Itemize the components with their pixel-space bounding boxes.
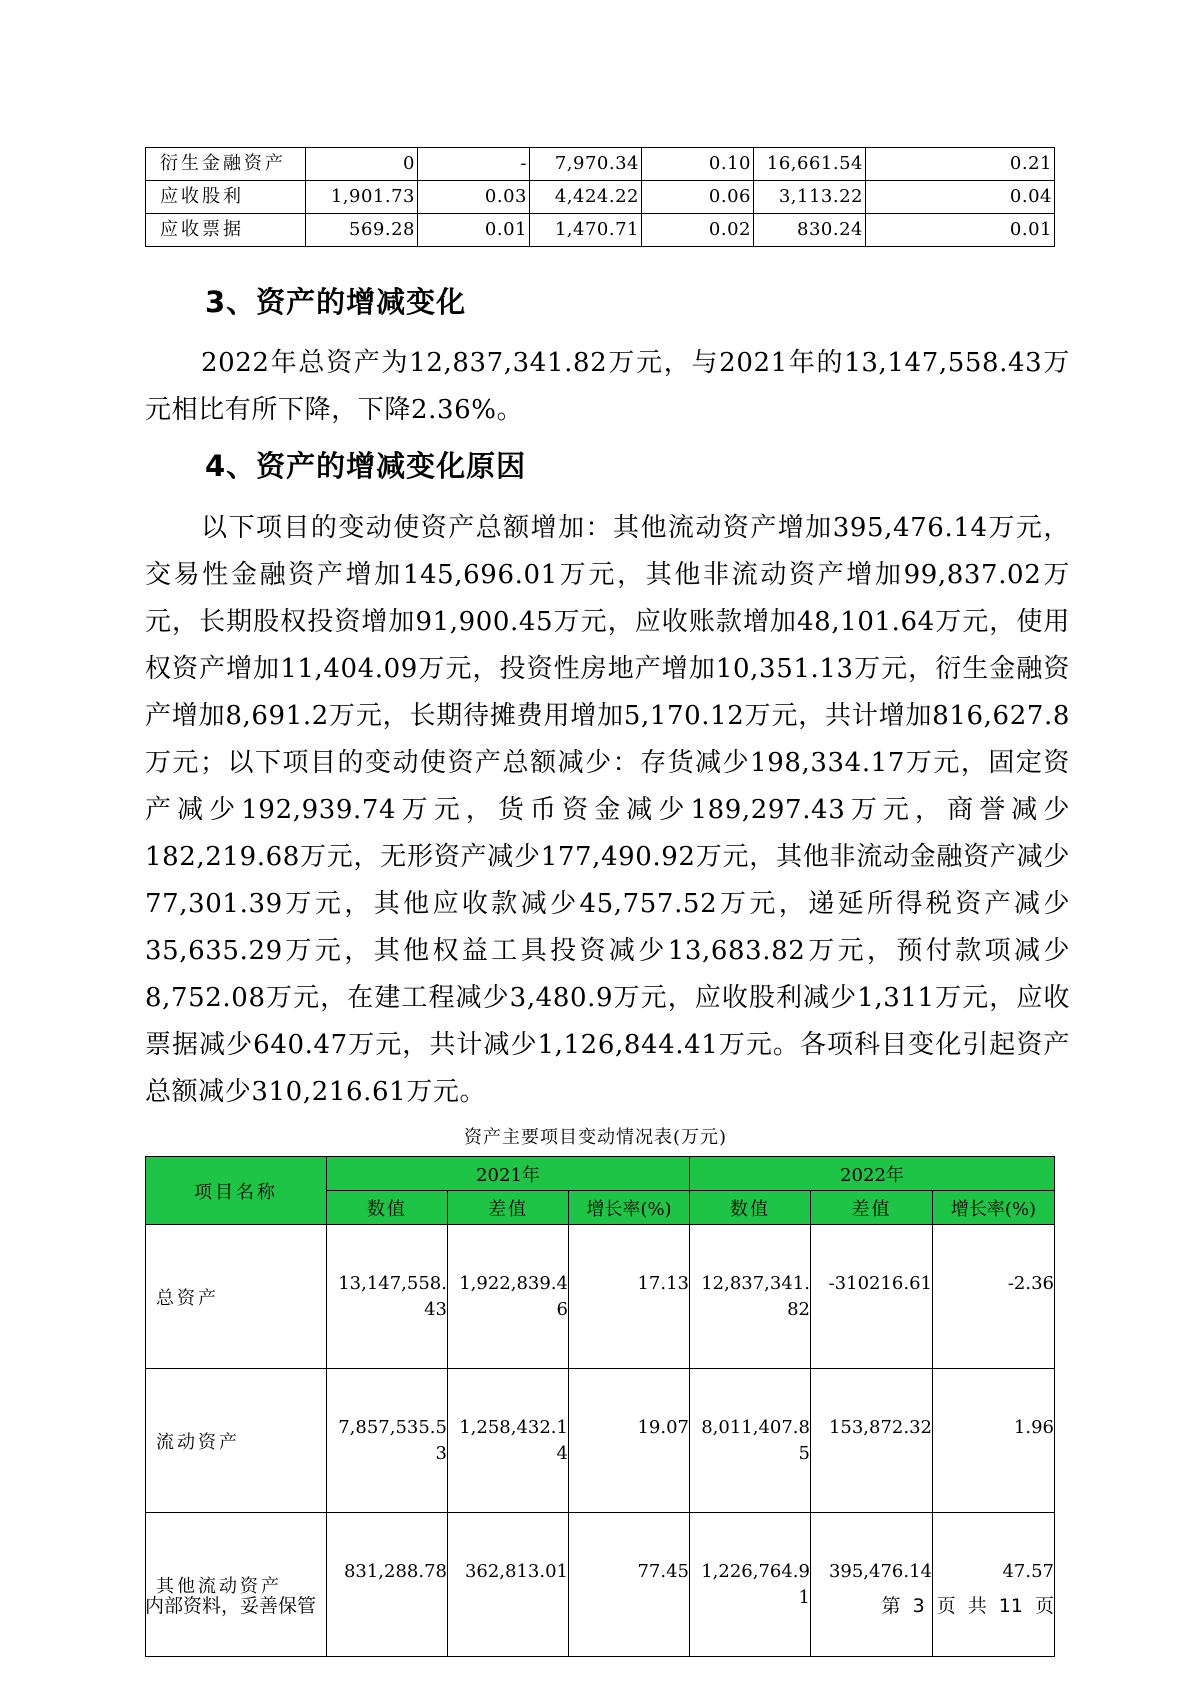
table-cell: 0.04 [866,181,1055,214]
table-cell: 0.02 [642,214,754,247]
table-cell: 7,857,535.53 [327,1369,448,1513]
table-row [146,181,1055,214]
table-row [146,214,1055,247]
table-header-row [146,1157,1055,1191]
table-cell: 0.01 [418,214,530,247]
table-cell: -2.36 [933,1225,1055,1369]
table-cell: 1,226,764.91 [690,1513,811,1657]
table-cell: 0.10 [642,148,754,181]
column-header-value: 数值 [690,1191,811,1225]
column-header-year-2022: 2022年 [690,1157,1055,1191]
paragraph-change-reasons: 以下项目的变动使资产总额增加：其他流动资产增加395,476.14万元，交易性金融资产增加145,696.01万元，其他非流动资产增加99,837.02万元，长期股权投资增加91,900.45万元，应收账款增加48,101.64万元，使用权资产增加11,404.09万元，投资性房地产增加10,351.13万元，衍生金融资产增加8,691.2万元，长期待摊费用增加5,170.12万元，共计增加816,627.8万元；以下项目的变动使资产总额减少：存货减少198,334.17万元，固定资产减少192,939.74万元，货币资金减少189,297.43万元，商誉减少182,219.68万元，无形资产减少177,490.92万元，其他非流动金融资产减少77,301.39万元，其他应收款减少45,757.52万元，递延所得税资产减少35,635.29万元，其他权益工具投资减少13,683.82万元，预付款项减少8,752.08万元，在建工程减少3,480.9万元，应收股利减少1,311万元，应收票据减少640.47万元，共计减少1,126,844.41万元。各项科目变化引起资产总额减少310,216.61万元。 [145,513,1070,1107]
footer-page-number: 第 3 页 共 11 页 [881,1595,1054,1617]
table-cell: 77.45 [569,1513,690,1657]
paragraph-asset-change: 2022年总资产为12,837,341.82万元，与2021年的13,147,558.43万元相比有所下降，下降2.36%。 [145,348,1070,425]
table-cell: 17.13 [569,1225,690,1369]
table-cell: 395,476.14 [811,1513,933,1657]
table-cell: 13,147,558.43 [327,1225,448,1369]
section-heading-change-reasons: 4、资产的增减变化原因 [205,449,527,483]
table-cell: 16,661.54 [754,148,866,181]
table-cell: 569.28 [306,214,418,247]
footer-confidential-note: 内部资料，妥善保管 [145,1595,317,1617]
table-cell: 0.06 [642,181,754,214]
column-header-diff: 差值 [811,1191,933,1225]
column-header-year-2021: 2021年 [327,1157,690,1191]
table-row [146,1513,1055,1657]
table-cell: - [418,148,530,181]
row-label: 应收股利 [146,181,306,214]
table-cell: 1,258,432.14 [448,1369,569,1513]
table-cell: 7,970.34 [530,148,642,181]
table-cell: 1.96 [933,1369,1055,1513]
table-cell: 8,011,407.85 [690,1369,811,1513]
column-header-value: 数值 [327,1191,448,1225]
table-cell: 1,901.73 [306,181,418,214]
column-header-rate: 增长率(%) [933,1191,1055,1225]
table-cell: 12,837,341.82 [690,1225,811,1369]
table-cell: 830.24 [754,214,866,247]
table-row [146,148,1055,181]
table-cell: 0.03 [418,181,530,214]
row-label: 衍生金融资产 [146,148,306,181]
table-cell: 0 [306,148,418,181]
table-cell: 0.01 [866,214,1055,247]
asset-change-table [145,1156,1055,1657]
row-label: 应收票据 [146,214,306,247]
table-cell: 0.21 [866,148,1055,181]
table-cell: 362,813.01 [448,1513,569,1657]
table-cell: -310216.61 [811,1225,933,1369]
table-cell: 1,922,839.46 [448,1225,569,1369]
table-row [146,1225,1055,1369]
column-header-item-name: 项目名称 [146,1157,327,1225]
column-header-rate: 增长率(%) [569,1191,690,1225]
row-label: 总资产 [146,1225,327,1369]
table-cell: 831,288.78 [327,1513,448,1657]
table-cell: 3,113.22 [754,181,866,214]
table-cell: 4,424.22 [530,181,642,214]
row-label: 其他流动资产 [146,1513,327,1657]
section-heading-asset-change: 3、资产的增减变化 [205,285,467,319]
table-cell: 19.07 [569,1369,690,1513]
asset-items-table-continued [145,147,1055,247]
table-caption: 资产主要项目变动情况表(万元) [463,1127,728,1148]
table-cell: 153,872.32 [811,1369,933,1513]
table-cell: 47.57 [933,1513,1055,1657]
table-cell: 1,470.71 [530,214,642,247]
row-label: 流动资产 [146,1369,327,1513]
table-row [146,1369,1055,1513]
column-header-diff: 差值 [448,1191,569,1225]
